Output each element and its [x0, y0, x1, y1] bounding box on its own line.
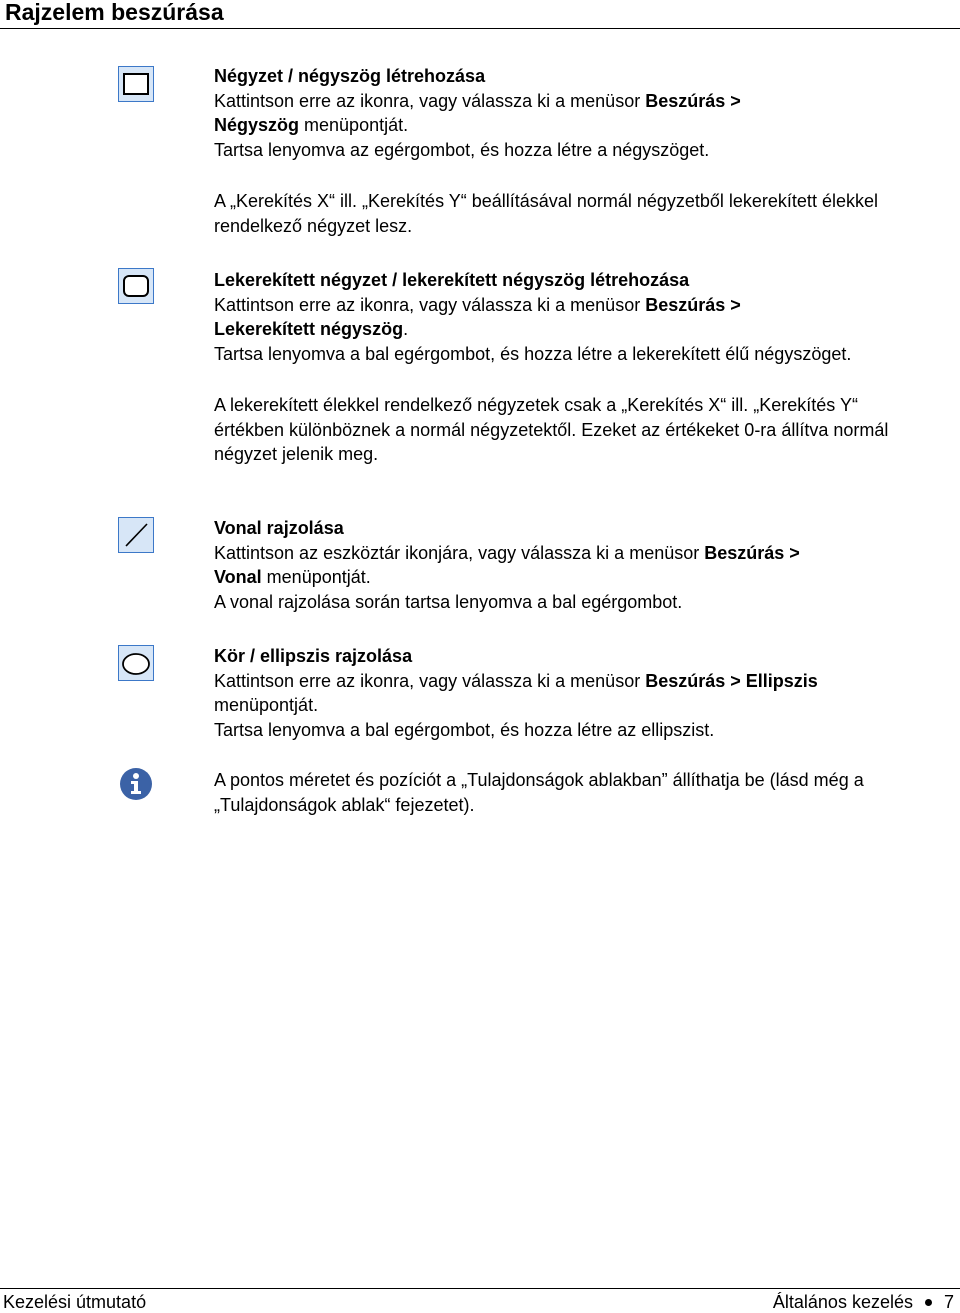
footer-chapter	[773, 1291, 954, 1313]
section-hint: Tartsa lenyomva az egérgombot, és hozza létre a négyszöget.	[214, 139, 710, 160]
section-line	[214, 516, 894, 614]
section-heading: Kör / ellipszis rajzolása	[214, 646, 413, 666]
rounded-square-icon	[118, 268, 154, 304]
section-instruction: Kattintson az eszköztár ikonjára, vagy válassza ki a menüsor Beszúrás > Vonal menüpontját.	[214, 542, 800, 587]
section-square	[214, 64, 894, 238]
line-icon	[118, 517, 154, 553]
section-instruction: Kattintson erre az ikonra, vagy válassza ki a menüsor Beszúrás > Négyszög menüpontját.	[214, 90, 741, 135]
section-note: A lekerekített élekkel rendelkező négyzetek csak a „Kerekítés X“ ill. „Kerekítés Y“ értékben különböznek a normál négyzetektől. Ezeket az értékeket 0-ra állítva normál négyzet jelenik meg.	[214, 395, 889, 464]
section-heading: Vonal rajzolása	[214, 518, 344, 538]
section-hint: Tartsa lenyomva a bal egérgombot, és hozza létre a lekerekített élű négyszöget.	[214, 343, 852, 364]
section-heading: Lekerekített négyzet / lekerekített négyszög létrehozása	[214, 270, 690, 290]
section-heading: Négyzet / négyszög létrehozása	[214, 66, 486, 86]
footer-manual-title: Kezelési útmutató	[3, 1292, 147, 1312]
bullet-icon	[925, 1299, 932, 1306]
footer-chapter-name: Általános kezelés	[772, 1292, 913, 1312]
footer-divider	[0, 1288, 960, 1289]
section-ellipse	[214, 644, 894, 742]
page-title: Rajzelem beszúrása	[5, 0, 224, 25]
page-number: 7	[943, 1292, 954, 1312]
section-rounded-square	[214, 268, 894, 467]
section-instruction: Kattintson erre az ikonra, vagy válassza ki a menüsor Beszúrás > Ellipszis menüpontját.	[214, 670, 818, 715]
section-instruction: Kattintson erre az ikonra, vagy válassza ki a menüsor Beszúrás > Lekerekített négyszög.	[214, 294, 741, 339]
ellipse-icon	[118, 645, 154, 681]
info-note-text: A pontos méretet és pozíciót a „Tulajdonságok ablakban” állíthatja be (lásd még a „Tulajdonságok ablak“ fejezetet).	[214, 770, 864, 815]
section-hint: A vonal rajzolása során tartsa lenyomva a bal egérgombot.	[214, 591, 683, 612]
section-note: A „Kerekítés X“ ill. „Kerekítés Y“ beállításával normál négyzetből lekerekített élekkel rendelkező négyzet lesz.	[214, 191, 878, 236]
info-icon	[118, 766, 154, 802]
square-icon	[118, 66, 154, 102]
info-note	[214, 768, 894, 817]
title-divider	[0, 28, 960, 29]
section-hint: Tartsa lenyomva a bal egérgombot, és hozza létre az ellipszist.	[214, 719, 715, 740]
